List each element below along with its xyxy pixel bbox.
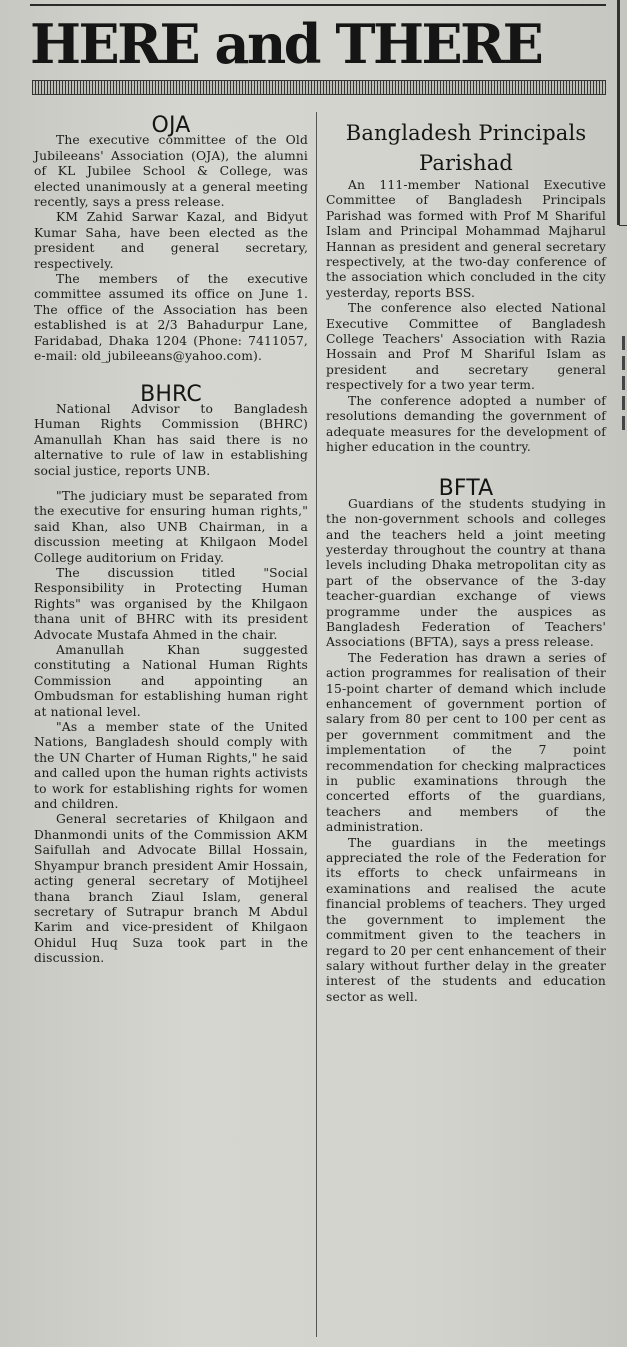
top-rule [30,4,606,6]
masthead-title: HERE and THERE [30,12,542,76]
adjacent-column-fragments [620,330,627,490]
article-paragraph: Guardians of the students studying in the non-government schools and colleges and the teachers held a joint meeting yesterday throughout the country at thana levels including Dhaka metropolitan city as part of the observance of the 3-day teacher-guardian exchange of views programme under the auspices as Bangladesh Federation of Teachers' Associations (BFTA), says a press release. [326,496,606,650]
article-paragraph: The members of the executive committee assumed its office on June 1. The office of the Association has been established is at 2/3 Bahadurpur Lane, Faridabad, Dhaka 1204 (Phone: 7411057, e-mail: old_jubileeans@yahoo.com). [34,272,308,364]
article-paragraph: An 111-member National Executive Committee of Bangladesh Principals Parishad was formed with Prof M Shariful Islam and Principal Mohammad Majharul Hannan as president and general secretary respectively, at the two-day conference of the association which concluded in the city yesterday, reports BSS. [326,178,606,300]
article-paragraph: Amanullah Khan suggested constituting a National Human Rights Commission and appointing an Ombudsman for establishing human right at national level. [34,643,308,719]
article-paragraph: National Advisor to Bangladesh Human Rights Commission (BHRC) Amanullah Khan has said there is no alternative to rule of law in establishing social justice, reports UNB. [34,401,308,478]
headline-oja: OJA [151,113,191,138]
article-paragraph: The conference also elected National Executive Committee of Bangladesh College Teachers' Association with Razia Hossain and Prof M Shariful Islam as president and secretary general respectively for a two year term. [326,301,606,393]
article-paragraph: The discussion titled "Social Responsibility in Protecting Human Rights" was organised by the Khilgaon thana unit of BHRC with its president Advocate Mustafa Ahmed in the chair. [34,565,308,642]
article-paragraph: The conference adopted a number of resolutions demanding the government of adequate measures for the development of higher education in the country. [326,393,606,454]
article-principals-parishad [326,118,606,455]
article-paragraph: General secretaries of Khilgaon and Dhanmondi units of the Commission AKM Saifullah and Advocate Billal Hossain, Shyampur branch president Amir Hossain, acting general secretary of Motijheel thana branch Ziaul Islam, general secretary of Sutrapur branch M Abdul Karim and vice-president of Khilgaon Ohidul Huq Suza took part in the discussion. [34,812,308,966]
article-paragraph: The guardians in the meetings appreciated the role of the Federation for its efforts to check unfairmeans in examinations and realised the acute financial problems of teachers. They urged the government to implement the commitment given to the teachers in regard to 20 per cent enhancement of their salary without further delay in the greater interest of the students and education sector as well. [326,835,606,1004]
left-column [34,113,308,967]
masthead-hatch-band [32,80,606,95]
article-paragraph: The executive committee of the Old Jubileeans' Association (OJA), the alumni of KL Jubilee School & College, was elected unanimously at a general meeting recently, says a press release. [34,133,308,210]
adjacent-column-rule [619,225,627,226]
article-oja [34,113,308,365]
article-bfta [326,476,606,1005]
headline-bhrc: BHRC [140,381,202,407]
headline-bfta: BFTA [438,476,494,502]
headline-principals-parishad: Bangladesh Principals Parishad [345,121,587,175]
article-bhrc [34,381,308,967]
column-divider [316,112,317,1337]
article-paragraph: The Federation has drawn a series of action programmes for realisation of their 15-point charter of demand which include enhancement of government portion of salary from 80 per cent to 100 per cent as per government commitment and the implementation of the 7 point recommendation for checking malpractices in public examinations through the concerted efforts of the guardians, teachers and members of the administration. [326,650,606,835]
article-paragraph: "As a member state of the United Nations, Bangladesh should comply with the UN Charter of Human Rights," he said and called upon the human rights activists to work for establishing rights for women and children. [34,720,308,812]
right-column [326,118,606,1005]
article-paragraph: "The judiciary must be separated from the executive for ensuring human rights," said Khan, also UNB Chairman, in a discussion meeting at Khilgaon Model College auditorium on Friday. [34,488,308,565]
article-paragraph: KM Zahid Sarwar Kazal, and Bidyut Kumar Saha, have been elected as the president and general secretary, respectively. [34,210,308,271]
adjacent-column-edge [617,0,620,225]
